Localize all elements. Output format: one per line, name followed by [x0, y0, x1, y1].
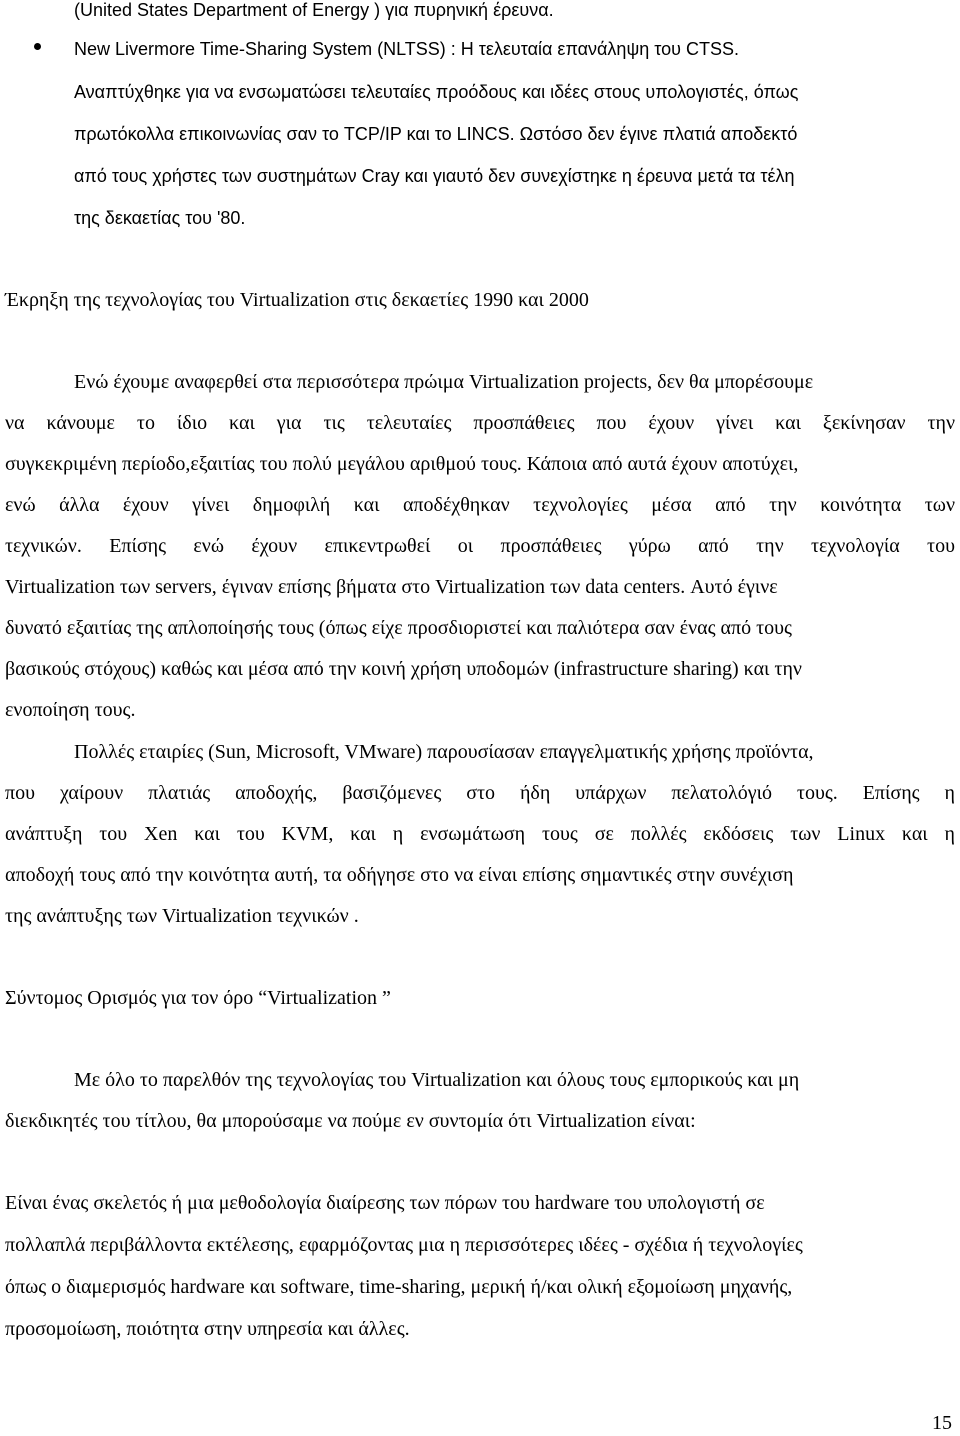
paragraph-line: δυνατό εξαιτίας της απλοποίησής τους (όπως είχε προσδιοριστεί και παλιότερα σαν ένας από τους [5, 617, 792, 639]
paragraph-line: της ανάπτυξης των Virtualization τεχνικών . [5, 905, 359, 927]
paragraph-line: αποδοχή τους από την κοινότητα αυτή, τα οδήγησε στο να είναι επίσης σημαντικές στην συνέχιση [5, 864, 794, 886]
list-item-nltss-line: Αναπτύχθηκε για να ενσωματώσει τελευταίες προόδους και ιδέες στους υπολογιστές, όπως [74, 82, 799, 102]
paragraph-line: διεκδικητές του τίτλου, θα μπορούσαμε να πούμε εν συντομία ότι Virtualization είναι: [5, 1110, 696, 1132]
bullet-icon [34, 43, 41, 50]
paragraph-line: προσομοίωση, ποιότητα στην υπηρεσία και άλλες. [5, 1318, 410, 1340]
paragraph-line: Με όλο το παρελθόν της τεχνολογίας του Virtualization και όλους τους εμπορικούς και μη [74, 1069, 800, 1091]
list-item-nltss-line: της δεκαετίας του '80. [74, 208, 246, 228]
list-item-nltss-line: New Livermore Time-Sharing System (NLTSS) : Η τελευταία επανάληψη του CTSS. [74, 39, 740, 59]
page-number: 15 [932, 1412, 952, 1434]
paragraph-line: Είναι ένας σκελετός ή μια μεθοδολογία διαίρεσης των πόρων του hardware του υπολογιστή σε [5, 1192, 765, 1214]
paragraph-line: τεχνικών. Επίσης ενώ έχουν επικεντρωθεί οι προσπάθειες γύρω από την τεχνολογία του [5, 535, 955, 557]
paragraph-line: βασικούς στόχους) καθώς και μέσα από την κοινή χρήση υποδομών (infrastructure sharing) και την [5, 658, 802, 680]
paragraph-line: που χαίρουν πλατιάς αποδοχής, βασιζόμενες στο ήδη υπάρχων πελατολόγιό τους. Επίσης η [5, 782, 955, 804]
paragraph-line: Ενώ έχουμε αναφερθεί στα περισσότερα πρώιμα Virtualization projects, δεν θα μπορέσουμε [74, 371, 814, 393]
section-heading: Σύντομος Ορισμός για τον όρο “Virtualization ” [5, 987, 391, 1009]
paragraph-line: ανάπτυξη του Xen και του KVM, και η ενσωμάτωση τους σε πολλές εκδόσεις των Linux και η [5, 823, 955, 845]
list-item-nltss-line: πρωτόκολλα επικοινωνίας σαν το TCP/IP και το LINCS. Ωστόσο δεν έγινε πλατιά αποδεκτό [74, 124, 798, 144]
paragraph-line: συγκεκριμένη περίοδο,εξαιτίας του πολύ μεγάλου αριθμού τους. Κάποια από αυτά έχουν αποτύχει, [5, 453, 799, 475]
list-item-nltss-line: από τους χρήστες των συστημάτων Cray και γιαυτό δεν συνεχίστηκε η έρευνα μετά τα τέλη [74, 166, 795, 186]
paragraph-line: ενώ άλλα έχουν γίνει δημοφιλή και αποδέχθηκαν τεχνολογίες μέσα από την κοινότητα των [5, 494, 955, 516]
paragraph-line: όπως ο διαμερισμός hardware και software, time-sharing, μερική ή/και ολική εξομοίωση μηχανής, [5, 1276, 793, 1298]
paragraph-line: πολλαπλά περιβάλλοντα εκτέλεσης, εφαρμόζοντας μια η περισσότερες ιδέες - σχέδια ή τεχνολογίες [5, 1234, 803, 1256]
list-item-tail: (United States Department of Energy ) για πυρηνική έρευνα. [74, 0, 554, 20]
paragraph-line: να κάνουμε το ίδιο και για τις τελευταίες προσπάθειες που έχουν γίνει και ξεκίνησαν την [5, 412, 955, 434]
paragraph-line: Virtualization των servers, έγιναν επίσης βήματα στο Virtualization των data centers. Αυτό έγινε [5, 576, 778, 598]
paragraph-line: Πολλές εταιρίες (Sun, Microsoft, VMware) παρουσίασαν επαγγελματικής χρήσης προϊόντα, [74, 741, 814, 763]
paragraph-line: ενοποίηση τους. [5, 699, 136, 721]
section-heading: Έκρηξη της τεχνολογίας του Virtualization στις δεκαετίες 1990 και 2000 [5, 289, 589, 311]
